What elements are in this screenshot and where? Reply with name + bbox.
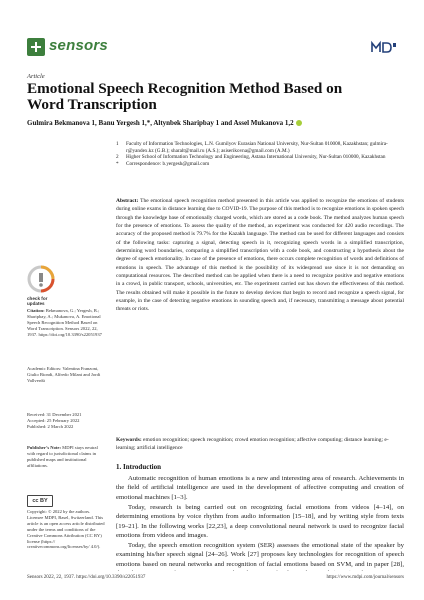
publisher-logo-icon [370, 40, 398, 54]
abstract-label: Abstract: [116, 198, 139, 204]
academic-editors: Academic Editors: Valentina Franzoni, Giulio Biondi, Alfredo Milani and Jordi Vallverdú [27, 366, 101, 383]
cc-license-icon[interactable]: cc BY [27, 495, 53, 507]
intro-paragraph-1: Automatic recognition of human emotions is a new and interesting area of research. Achievements in the field of artificial intelligence are used in the development of affective computing and creation of emotional machines [1–3]. [116, 475, 404, 501]
correspondence [116, 161, 401, 168]
copyright-block: Copyright: © 2022 by the authors. Licensee MDPI, Basel, Switzerland. This article is an open access article distributed under the terms and conditions of the Creative Commons Attribution (CC BY) license (https:// creativecommons.org/licenses/by/ 4.0/). [27, 509, 105, 550]
dates-block [27, 412, 105, 430]
affiliation-number: * [116, 160, 119, 167]
citation-block [27, 308, 105, 338]
orcid-icon[interactable] [296, 120, 302, 126]
section-heading: 1. Introduction [116, 463, 161, 471]
affiliation-1 [116, 141, 401, 154]
article-type: Article [27, 73, 45, 80]
updates-line: check for [27, 296, 48, 301]
publisher-note-text: MDPI stays neutral with regard to jurisdictional claims in published maps and institutional affiliations. [27, 445, 98, 468]
affiliation-text: Higher School of Information Technology and Engineering, Astana International University, Nur-Sultan 010000, Kazakhstan [126, 154, 386, 161]
affiliations [116, 141, 401, 167]
citation-text: Bekmanova, G.; Yergesh, B.; Sharipbay, A.; Mukanova, A. Emotional Speech Recognition Method Based on Word Transcription. Sensors 2022, 22, 1937. https://doi.org/10.3390/s22051937 [27, 308, 102, 337]
footer-journal-link[interactable]: https://www.mdpi.com/journal/sensors [326, 575, 404, 580]
paper-title: Emotional Speech Recognition Method Based on Word Transcription [27, 80, 343, 113]
check-for-updates-icon[interactable] [27, 265, 55, 293]
abstract [116, 197, 404, 314]
affiliation-number: 2 [116, 154, 119, 161]
keywords [116, 436, 404, 453]
publisher-note-label: Publisher’s Note: [27, 445, 61, 450]
accepted-date: Accepted: 25 February 2022 [27, 417, 80, 423]
correspondence-text: Correspondence: b.yergesh@gmail.com [126, 160, 210, 167]
affiliation-number: 1 [116, 141, 119, 147]
keywords-text: emotion recognition; speech recognition; crowd emotion recognition; affective computing; distance learning; e-learning; artificial intelligence [116, 437, 389, 452]
check-for-updates-label[interactable] [27, 296, 47, 306]
intro-paragraph-3: Today, the speech emotion recognition system (SER) assesses the emotional state of the speaker by examining his/her speech signal [24–26]. Work [27] proposes key technologies for recognition of speech emotions based on neural networks and recognition of facial emotions based on SVM, and in paper [28], [116, 542, 404, 568]
citation-label: Citation: [27, 308, 45, 313]
author-list [27, 119, 387, 127]
journal-logo-icon [27, 38, 45, 56]
journal-name: sensors [49, 37, 108, 54]
affiliation-2 [116, 154, 401, 161]
page-footer [27, 575, 404, 580]
intro-paragraph-2: Today, research is being carried out on recognizing facial emotions from videos [4–14], on determining emotions by voice rhythm from audio information [15–18], and by writing style from texts [19–21]. In the following works [22,23], a deep convolutional neural network is used to recognize facial emotions from videos and images. [116, 504, 404, 540]
publisher-note [27, 445, 105, 469]
affiliation-text: Faculty of Information Technologies, L.N. Gumilyov Eurasian National University, Nur-Sultan 010008, Kazakhstan; gulmira-r@yandex.kz (G.B.); sharalt@mail.ru (A.S.); asiserikovna@gmail.com (A.M.) [126, 141, 388, 154]
updates-line: updates [27, 301, 45, 306]
received-date: Received: 31 December 2021 [27, 412, 82, 417]
author-names: Gulmira Bekmanova 1, Banu Yergesh 1,*, Altynbek Sharipbay 1 and Assel Mukanova 1,2 [27, 119, 294, 127]
keywords-label: Keywords: [116, 437, 142, 443]
abstract-text: The emotional speech recognition method presented in this article was applied to recognize the emotions of students during online exams in distance learning due to COVID-19. The purpose of this method is to recognize emotions in spoken speech through the knowledge base of emotionally charged words, which are stored as a code book. The method analyzes human speech for the presence of emotions. To assess the quality of the method, an experiment was conducted for 420 audio recordings. The accuracy of the proposed method is 79.7% for the Kazakh language. The method can be used for different languages and consists of the following tasks: capturing a signal, detecting speech in it, recognizing speech words in a simplified transcription, determining word boundaries, comparing a simplified transcription with a code book, and constructing a hypothesis about the degree of speech emotionality. In case of the presence of emotions, there occurs complete recognition of words and definitions of emotions in speech. The advantage of this method is the possibility of its widespread use since it is not demanding on computational resources. The described method can be applied when there is a need to recognize positive and negative emotions in a crowd, in public transport, schools, universities, etc. The experiment carried out has shown the effectiveness of this method. The results obtained will make it possible in the future to develop devices that begin to record and recognize a speech signal, for example, in the case of detecting negative emotions in sounding speech and, if necessary, transmitting a message about potential threats or riots. [116, 198, 405, 313]
published-date: Published: 2 March 2022 [27, 423, 74, 429]
footer-citation[interactable]: Sensors 2022, 22, 1937. https://doi.org/10.3390/s22051937 [27, 575, 146, 580]
